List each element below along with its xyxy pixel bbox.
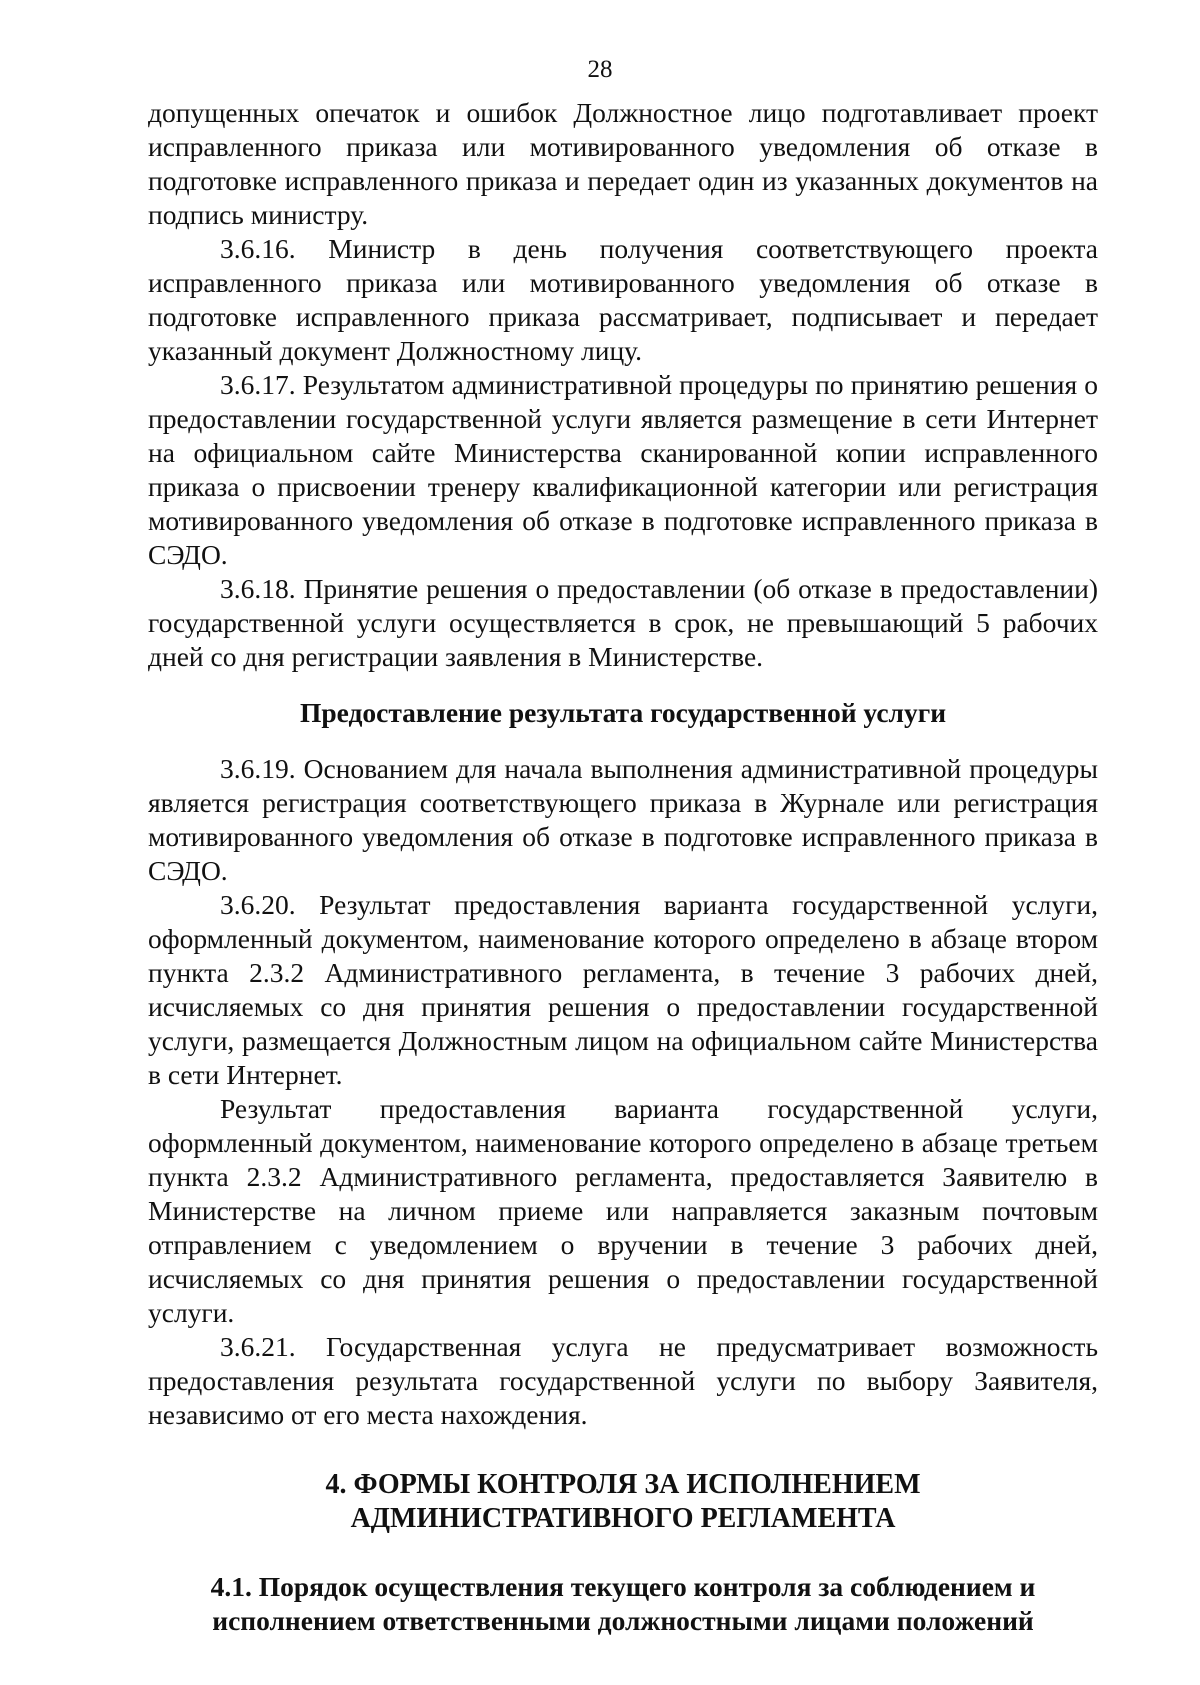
chapter-heading-line-1: 4. ФОРМЫ КОНТРОЛЯ ЗА ИСПОЛНЕНИЕМ <box>325 1469 921 1500</box>
paragraph-3-6-18: 3.6.18. Принятие решения о предоставлении (об отказе в предоставлении) государственной услуги осуществляется в срок, не превышающий 5 рабочих дней со дня регистрации заявления в Министерстве. <box>148 573 1098 672</box>
paragraph-result-delivery: Результат предоставления варианта государственной услуги, оформленный документом, наименование которого определено в абзаце третьем пункта 2.3.2 Административного регламента, предоставляется Заявителю в Министерстве на личном приеме или направляется заказным почтовым отправлением с уведомлением о вручении в течение 3 рабочих дней, исчисляемых со дня принятия решения о предоставлении государственной услуги. <box>148 1093 1098 1328</box>
subsection-heading <box>148 1536 1098 1638</box>
subsection-heading-line-2: исполнением ответственными должностными лицами положений <box>212 1605 1034 1636</box>
document-body <box>148 96 1098 1638</box>
paragraph-3-6-16: 3.6.16. Министр в день получения соответствующего проекта исправленного приказа или мотивированного уведомления об отказе в подготовке исправленного приказа рассматривает, подписывает и передает указанный документ Должностному лицу. <box>148 233 1098 366</box>
section-heading: Предоставление результата государственной услуги <box>299 697 947 728</box>
paragraph-3-6-17: 3.6.17. Результатом административной процедуры по принятию решения о предоставлении государственной услуги является размещение в сети Интернет на официальном сайте Министерства сканированной копии исправленного приказа о присвоении тренеру квалификационной категории или регистрация мотивированного уведомления об отказе в подготовке исправленного приказа в СЭДО. <box>148 369 1098 570</box>
chapter-heading-line-2: АДМИНИСТРАТИВНОГО РЕГЛАМЕНТА <box>350 1503 896 1534</box>
subsection-heading-line-1: 4.1. Порядок осуществления текущего контроля за соблюдением и <box>210 1571 1036 1602</box>
paragraph-continuation: допущенных опечаток и ошибок Должностное лицо подготавливает проект исправленного приказа или мотивированного уведомления об отказе в подготовке исправленного приказа и передает один из указанных документов на подпись министру. <box>148 97 1098 230</box>
page-number: 28 <box>587 56 613 83</box>
paragraph-3-6-21: 3.6.21. Государственная услуга не предусматривает возможность предоставления результата государственной услуги по выбору Заявителя, независимо от его места нахождения. <box>148 1331 1098 1430</box>
paragraph-3-6-20: 3.6.20. Результат предоставления варианта государственной услуги, оформленный документом, наименование которого определено в абзаце втором пункта 2.3.2 Административного регламента, в течение 3 рабочих дней, исчисляемых со дня принятия решения о предоставлении государственной услуги, размещается Должностным лицом на официальном сайте Министерства в сети Интернет. <box>148 889 1098 1090</box>
chapter-heading <box>148 1432 1098 1536</box>
paragraph-3-6-19: 3.6.19. Основанием для начала выполнения административной процедуры является регистрация соответствующего приказа в Журнале или регистрация мотивированного уведомления об отказе в подготовке исправленного приказа в СЭДО. <box>148 753 1098 886</box>
